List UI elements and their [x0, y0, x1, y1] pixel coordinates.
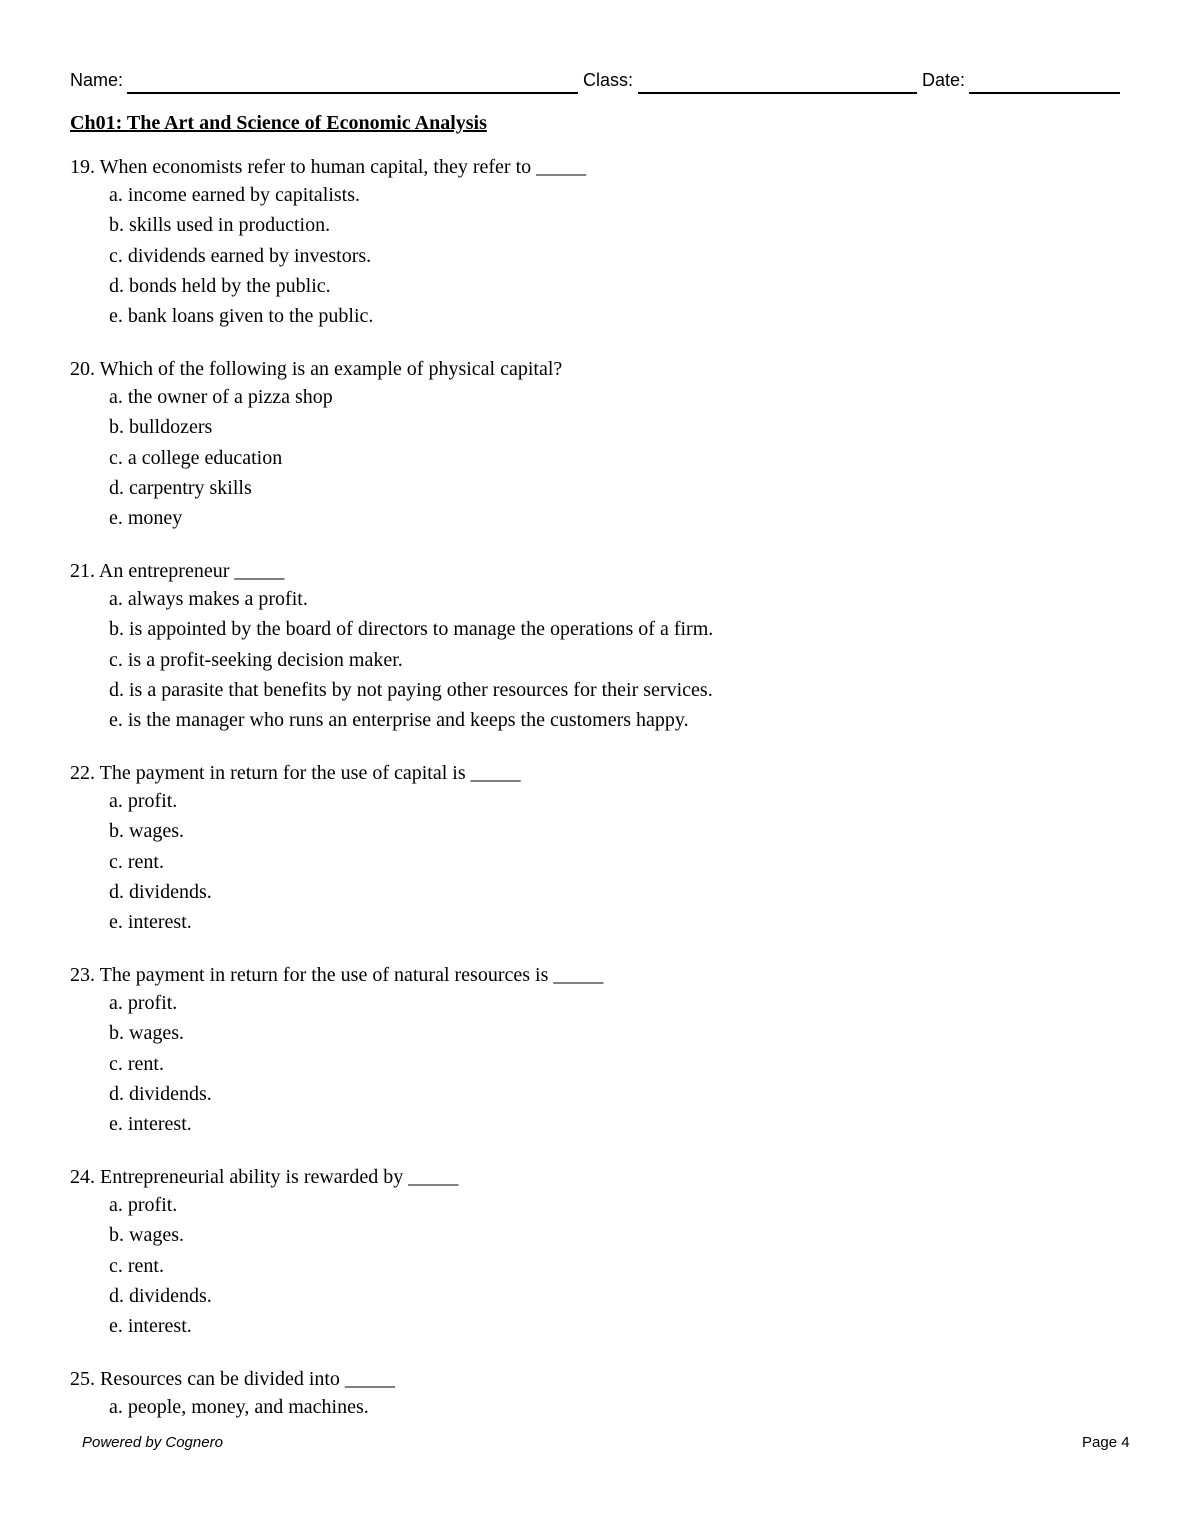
answer-option: a. profit.	[109, 1194, 178, 1216]
question-text: 24. Entrepreneurial ability is rewarded by _____	[70, 1166, 459, 1188]
date-label: Date:	[922, 70, 966, 90]
question-text: 22. The payment in return for the use of capital is _____	[70, 762, 521, 784]
answer-option: d. carpentry skills	[109, 476, 252, 499]
answer-option: e. interest.	[109, 1315, 192, 1338]
answer-option: c. rent.	[109, 850, 164, 873]
answer-option: c. a college education	[109, 446, 283, 469]
answer-option: b. skills used in production.	[109, 214, 331, 237]
answer-option: d. dividends.	[109, 1284, 212, 1307]
answer-option: d. is a parasite that benefits by not paying other resources for their services.	[109, 678, 713, 701]
answer-option: d. dividends.	[109, 880, 212, 903]
answer-option: c. dividends earned by investors.	[109, 244, 372, 267]
question-text: 21. An entrepreneur _____	[70, 560, 285, 582]
answer-option: e. interest.	[109, 1113, 192, 1136]
date-field[interactable]	[969, 92, 1120, 94]
answer-option: c. is a profit-seeking decision maker.	[109, 648, 403, 671]
question	[70, 1367, 395, 1425]
name-field[interactable]	[127, 92, 578, 94]
answer-option: e. bank loans given to the public.	[109, 305, 374, 328]
answer-option: a. income earned by capitalists.	[109, 184, 361, 206]
question	[70, 963, 603, 1142]
answer-option: e. money	[109, 507, 183, 530]
answer-option: e. interest.	[109, 911, 192, 934]
question	[70, 761, 521, 940]
question-text: 25. Resources can be divided into _____	[70, 1368, 395, 1390]
powered-by: Powered by Cognero	[82, 1434, 223, 1451]
answer-option: a. always makes a profit.	[109, 588, 308, 610]
answer-option: a. the owner of a pizza shop	[109, 386, 333, 408]
answer-option: a. profit.	[109, 992, 178, 1014]
class-label: Class:	[583, 70, 634, 90]
question	[70, 1165, 458, 1344]
question-text: 20. Which of the following is an example of physical capital?	[70, 358, 563, 380]
answer-option: b. is appointed by the board of directors to manage the operations of a firm.	[109, 618, 714, 641]
page-number: Page 4	[1082, 1434, 1130, 1451]
chapter-title: Ch01: The Art and Science of Economic Analysis	[70, 112, 487, 134]
question	[70, 155, 586, 334]
question-text: 23. The payment in return for the use of natural resources is _____	[70, 964, 604, 986]
answer-option: c. rent.	[109, 1254, 164, 1277]
answer-option: a. people, money, and machines.	[109, 1396, 369, 1418]
answer-option: d. bonds held by the public.	[109, 274, 331, 297]
answer-option: b. bulldozers	[109, 416, 213, 439]
answer-option: d. dividends.	[109, 1082, 212, 1105]
name-label: Name:	[70, 70, 124, 90]
class-field[interactable]	[638, 92, 917, 94]
answer-option: b. wages.	[109, 1224, 184, 1247]
question	[70, 357, 562, 536]
question	[70, 559, 713, 738]
answer-option: e. is the manager who runs an enterprise and keeps the customers happy.	[109, 709, 689, 732]
answer-option: c. rent.	[109, 1052, 164, 1075]
answer-option: b. wages.	[109, 1022, 184, 1045]
answer-option: a. profit.	[109, 790, 178, 812]
answer-option: b. wages.	[109, 820, 184, 843]
question-text: 19. When economists refer to human capital, they refer to _____	[70, 156, 587, 178]
